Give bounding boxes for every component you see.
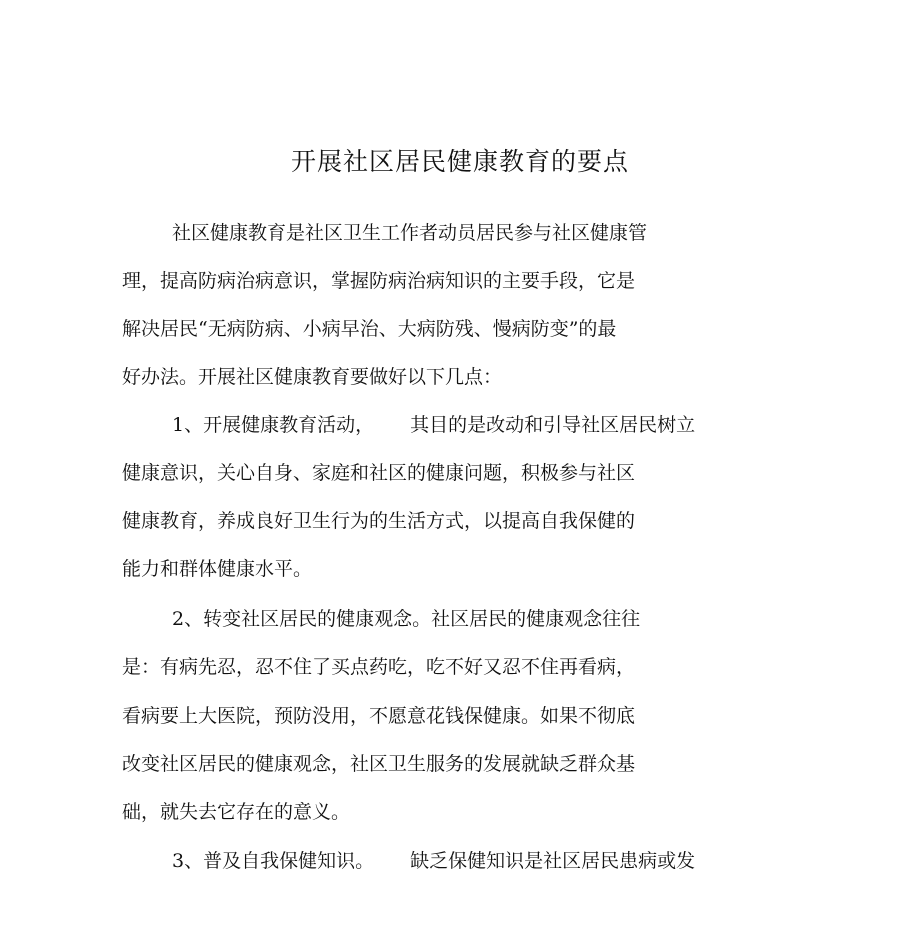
paragraph-line: 社区健康教育是社区卫生工作者动员居民参与社区健康管 (172, 222, 648, 244)
heading-continuation: 其目的是改动和引导社区居民树立 (410, 414, 696, 436)
paragraph-line: 理，提高防病治病意识，掌握防病治病知识的主要手段，它是 (122, 270, 636, 292)
numbered-heading: 3、普及自我保健知识。 (172, 850, 375, 872)
paragraph-line: 2、转变社区居民的健康观念。社区居民的健康观念往往 (172, 608, 641, 630)
paragraph-line: 是：有病先忍，忍不住了买点药吃，吃不好又忍不住再看病， (122, 656, 636, 678)
paragraph-line: 健康教育，养成良好卫生行为的生活方式，以提高自我保健的 (122, 510, 636, 532)
paragraph-line: 能力和群体健康水平。 (122, 558, 313, 580)
numbered-heading: 1、开展健康教育活动， (172, 414, 375, 436)
paragraph-line: 解决居民“无病防病、小病早治、大病防残、慢病防变”的最 (122, 318, 617, 340)
paragraph-line (172, 412, 695, 438)
paragraph-line: 改变社区居民的健康观念，社区卫生服务的发展就缺乏群众基 (122, 753, 636, 775)
paragraph-line: 健康意识，关心自身、家庭和社区的健康问题，积极参与社区 (122, 462, 636, 484)
paragraph-line (172, 848, 695, 874)
paragraph-line: 好办法。开展社区健康教育要做好以下几点： (122, 366, 503, 388)
paragraph-line: 看病要上大医院，预防没用，不愿意花钱保健康。如果不彻底 (122, 705, 636, 727)
paragraph-line: 础，就失去它存在的意义。 (122, 801, 351, 823)
heading-continuation: 缺乏保健知识是社区居民患病或发 (410, 850, 696, 872)
document-title: 开展社区居民健康教育的要点 (290, 147, 629, 176)
